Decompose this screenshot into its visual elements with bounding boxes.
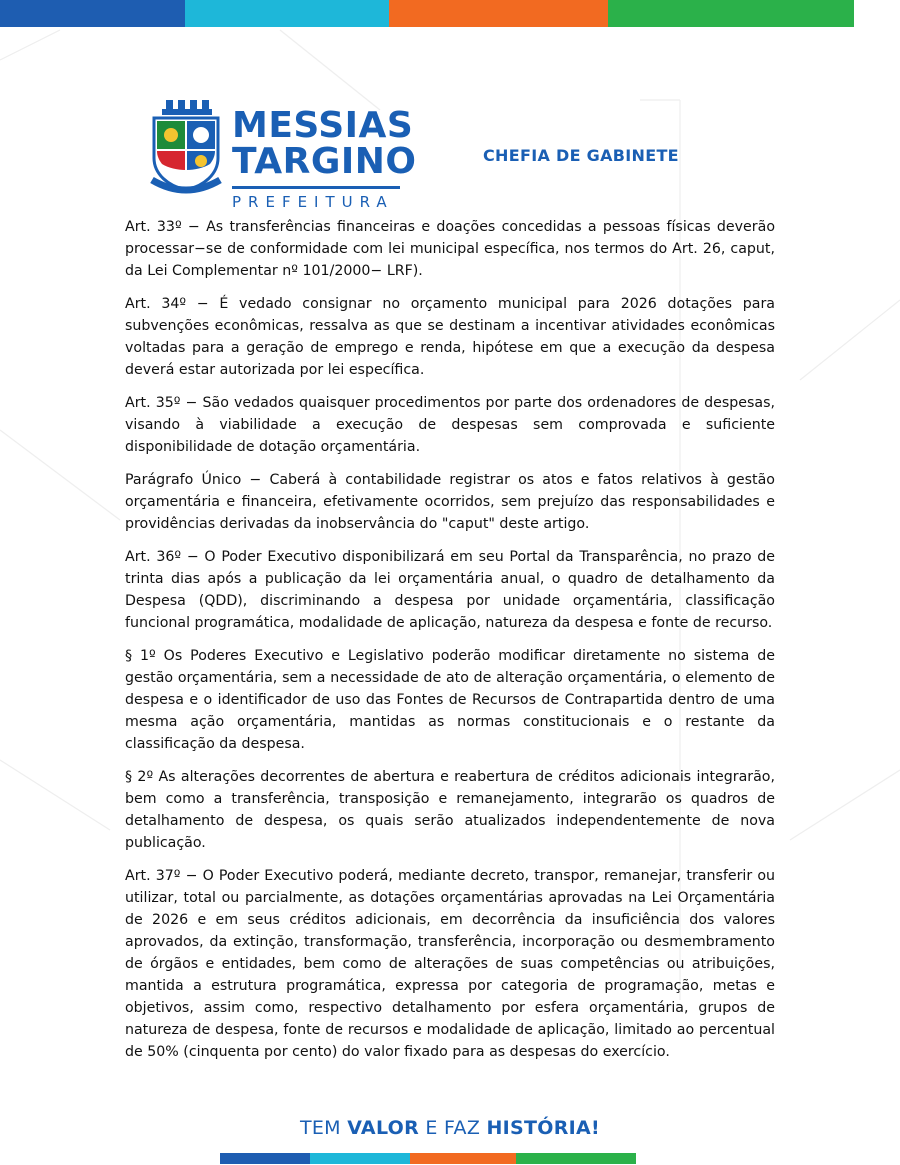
paragraph-art-35: Art. 35º − São vedados quaisquer procedimentos por parte dos ordenadores de despesas, visando à viabilidade a execução de despesas sem comprovada e suficiente disponibilidade de dotação orçamentária. — [125, 395, 775, 455]
top-bar-blue — [0, 0, 185, 27]
document-body — [125, 216, 775, 1074]
top-color-bar — [0, 0, 900, 27]
logo-name-line1: MESSIAS — [232, 105, 414, 146]
paragraph-art-37: Art. 37º − O Poder Executivo poderá, mediante decreto, transpor, remanejar, transferir ou utilizar, total ou parcialmente, as dotações orçamentárias aprovadas na Lei Orçamentária de 2026 e em seus créditos adicionais, em decorrência da insuficiência dos valores aprovados, da extinção, transformação, transferência, incorporação ou desmembramento de órgãos e entidades, bem como de alterações de suas competências ou atribuições, mantida a estrutura programática, expressa por categoria de programação, metas e objetivos, assim como, respectivo detalhamento por esfera orçamentária, grupos de natureza de despesa, fonte de recursos e modalidade de aplicação, limitado ao percentual de 50% (cinquenta por cento) do valor fixado para as despesas do exercício. — [125, 868, 775, 1060]
municipality-logo — [232, 105, 417, 211]
top-bar-cyan — [185, 0, 389, 27]
bottom-bar-green — [516, 1153, 636, 1164]
paragraph-art-35-sole: Parágrafo Único − Caberá à contabilidade registrar os atos e fatos relativos à gestão orçamentária e financeira, efetivamente ocorridos, sem prejuízo das responsabilidades e providências derivadas da inobservância do "caput" deste artigo. — [125, 472, 775, 532]
slogan-part3: E FAZ — [419, 1117, 487, 1139]
slogan-part2: VALOR — [347, 1117, 420, 1139]
department-title: CHEFIA DE GABINETE — [483, 146, 679, 165]
paragraph-art-33: Art. 33º − As transferências financeiras e doações concedidas a pessoas físicas deverão processar−se de conformidade com lei municipal específica, nos termos do Art. 26, caput, da Lei Complementar nº 101/2000− LRF). — [125, 219, 775, 279]
logo-subtitle: PREFEITURA — [232, 186, 400, 211]
municipal-coat-of-arms-icon — [148, 100, 224, 196]
footer-slogan — [0, 1117, 900, 1139]
bottom-bar-cyan — [310, 1153, 410, 1164]
paragraph-art-34: Art. 34º − É vedado consignar no orçamento municipal para 2026 dotações para subvenções econômicas, ressalva as que se destinam a incentivar atividades econômicas voltadas para a geração de emprego e renda, hipótese em que a execução da despesa deverá estar autorizada por lei específica. — [125, 296, 775, 378]
slogan-part4: HISTÓRIA! — [486, 1117, 601, 1139]
bottom-bar-blue — [220, 1153, 310, 1164]
paragraph-art-36-s2: § 2º As alterações decorrentes de abertura e reabertura de créditos adicionais integrarão, bem como a transferência, transposição e remanejamento, integrarão os quadros de detalhamento de despesa, os quais serão atualizados independentemente de nova publicação. — [125, 769, 775, 851]
paragraph-art-36-s1: § 1º Os Poderes Executivo e Legislativo poderão modificar diretamente no sistema de gestão orçamentária, sem a necessidade de ato de alteração orçamentária, o elemento de despesa e o identificador de uso das Fontes de Recursos de Contrapartida dentro de uma mesma ação orçamentária, mantidas as normas constitucionais e o restante da classificação da despesa. — [125, 648, 775, 752]
bottom-bar-orange — [410, 1153, 516, 1164]
logo-name-line2: TARGINO — [232, 141, 417, 182]
bottom-color-bar — [220, 1153, 636, 1164]
slogan-part1: TEM — [299, 1117, 348, 1139]
top-bar-orange — [389, 0, 608, 27]
paragraph-art-36: Art. 36º − O Poder Executivo disponibilizará em seu Portal da Transparência, no prazo de trinta dias após a publicação da lei orçamentária anual, o quadro de detalhamento da Despesa (QDD), discriminando a despesa por unidade orçamentária, classificação funcional programática, modalidade de aplicação, natureza da despesa e fonte de recurso. — [125, 549, 775, 631]
top-bar-green — [608, 0, 854, 27]
